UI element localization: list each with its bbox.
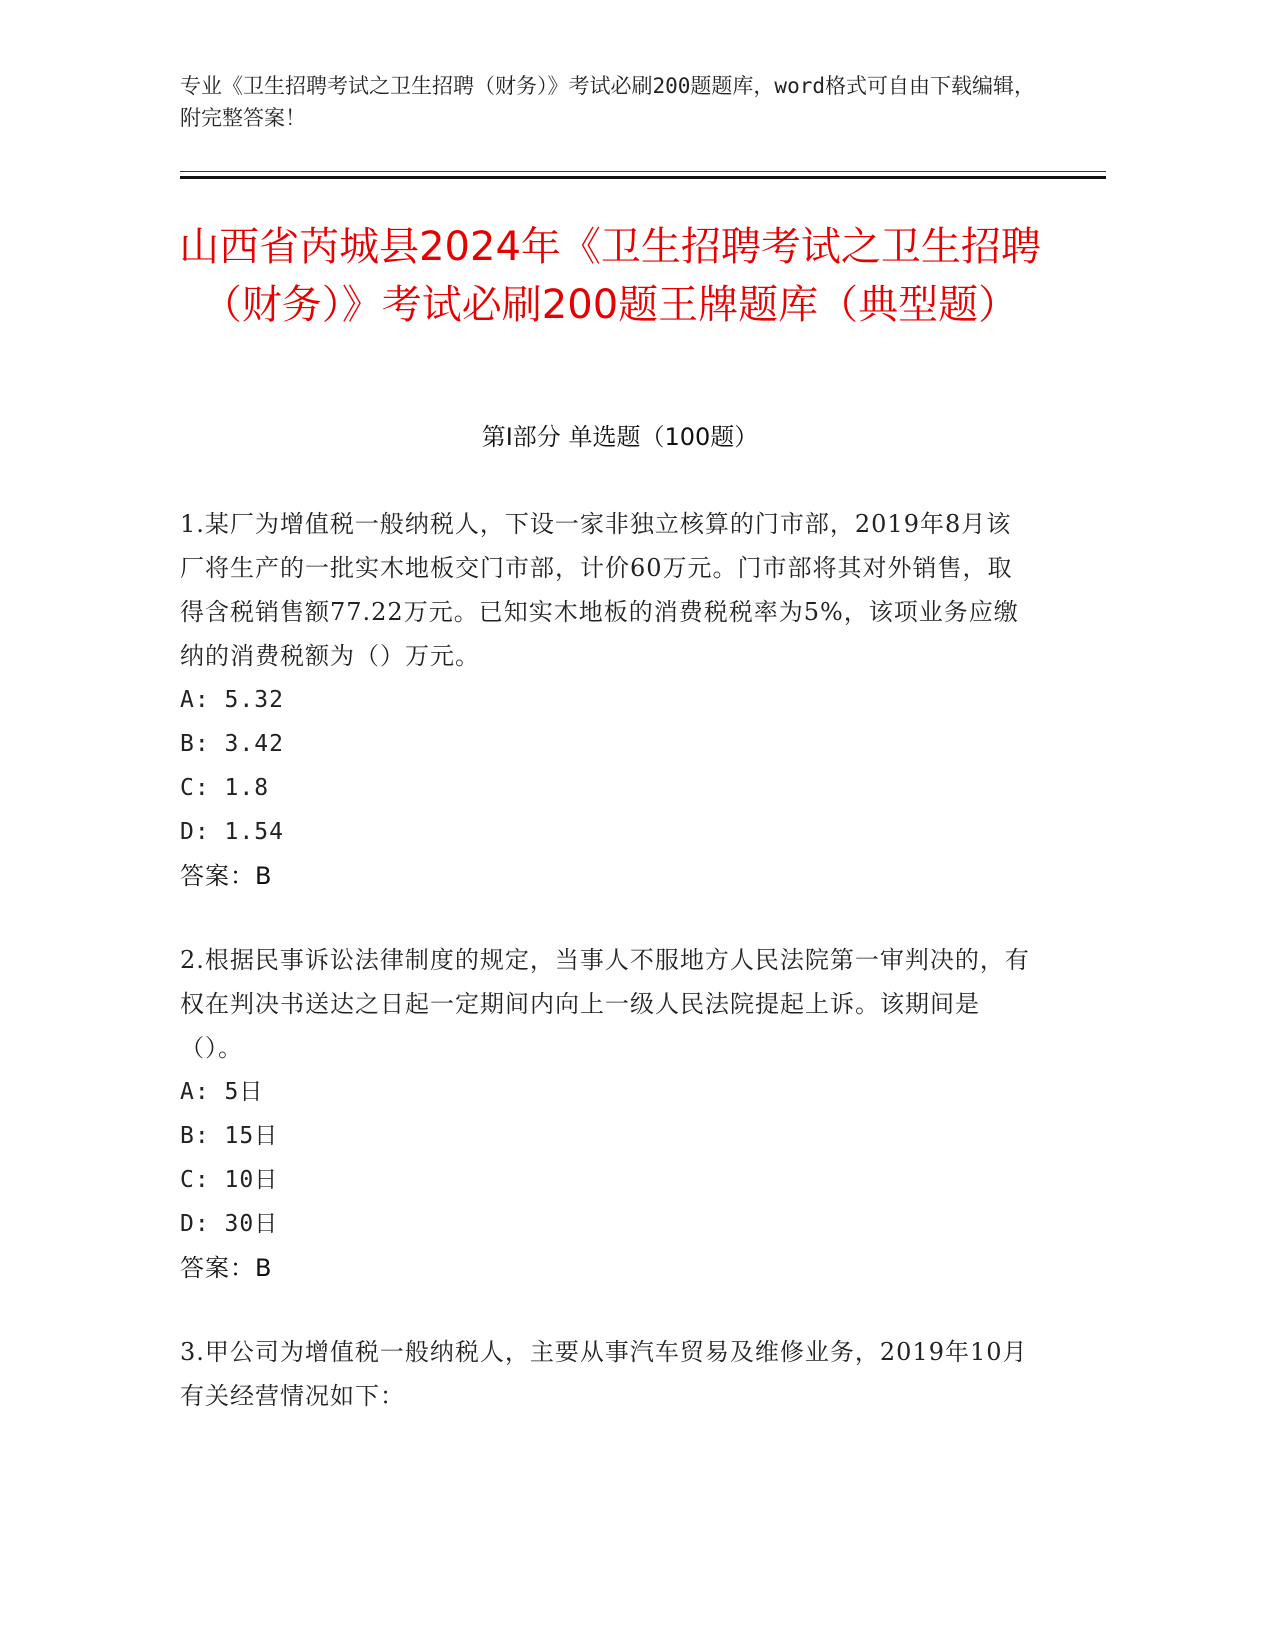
question-text: 2.根据民事诉讼法律制度的规定，当事人不服地方人民法院第一审判决的，有权在判决书送达之日起一定期间内向上一级人民法院提起上诉。该期间是（）。 — [180, 946, 1030, 1062]
option-c: C: 1.8 — [180, 775, 270, 801]
question-3 — [180, 1330, 1030, 1418]
option-b: B: 15日 — [180, 1123, 279, 1149]
option-a: A: 5.32 — [180, 687, 284, 713]
section-heading: 第I部分 单选题（100题） — [481, 423, 759, 451]
question-text: 1.某厂为增值税一般纳税人，下设一家非独立核算的门市部，2019年8月该厂将生产的一批实木地板交门市部，计价60万元。门市部将其对外销售，取得含税销售额77.22万元。已知实木地板的消费税税率为5%，该项业务应缴纳的消费税额为（）万元。 — [180, 510, 1019, 670]
header-divider-thin — [180, 171, 1106, 172]
header-divider-thick — [180, 176, 1106, 179]
question-1 — [180, 502, 1030, 898]
header-note: 专业《卫生招聘考试之卫生招聘（财务）》考试必刷200题题库，word格式可自由下载编辑，附完整答案！ — [180, 74, 1035, 130]
question-2 — [180, 938, 1030, 1290]
option-b: B: 3.42 — [180, 731, 284, 757]
question-text: 3.甲公司为增值税一般纳税人，主要从事汽车贸易及维修业务，2019年10月有关经营情况如下： — [180, 1338, 1028, 1410]
answer: 答案：B — [180, 1254, 273, 1282]
option-d: D: 30日 — [180, 1211, 279, 1237]
document-title: 山西省芮城县2024年《卫生招聘考试之卫生招聘（财务）》考试必刷200题王牌题库（典型题） — [179, 224, 1041, 328]
option-a: A: 5日 — [180, 1079, 264, 1105]
answer: 答案：B — [180, 862, 273, 890]
option-c: C: 10日 — [180, 1167, 279, 1193]
option-d: D: 1.54 — [180, 819, 284, 845]
